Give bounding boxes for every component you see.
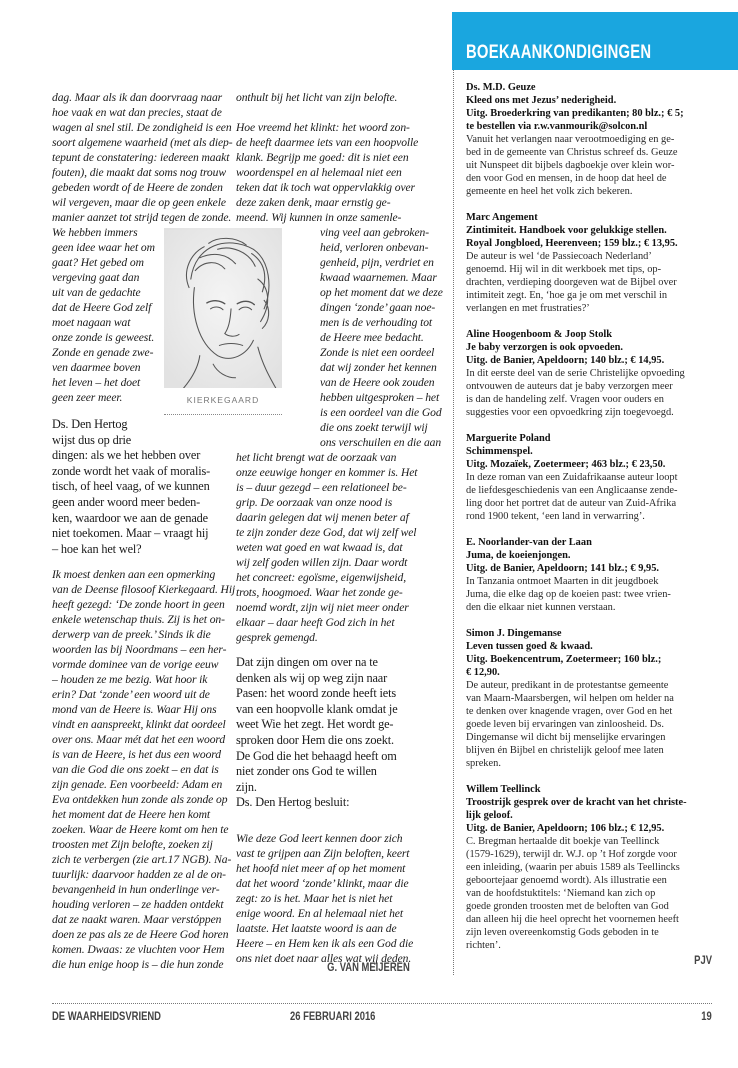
- text-line: woordenspel en al helemaal niet een: [236, 166, 402, 179]
- book-entry: [466, 783, 716, 952]
- text-line: dingen ‘zonde’ gaan noe-: [320, 301, 436, 314]
- text-line: laatste. Het laatste woord is aan de: [236, 922, 397, 935]
- book-description: zijn leven overeenkomstig Gods geboden in te: [466, 927, 659, 938]
- text-line: dag. Maar als ik dan doorvraag naar: [52, 91, 223, 104]
- book-description: De auteur, predikant in de protestantse gemeente: [466, 680, 669, 691]
- text-line: deze zaken denk, maar ernstig ge-: [236, 196, 391, 209]
- text-line: het leven – het doet: [52, 376, 141, 389]
- text-line: geen zeer meer.: [52, 391, 123, 404]
- book-description: goede gronden troosten met de beloften van God: [466, 901, 669, 912]
- book-description: suggesties voor een opvoedkring zijn toegevoegd.: [466, 407, 674, 418]
- text-line: ons verschuilen en die aan: [320, 436, 442, 449]
- book-list: [466, 81, 716, 965]
- text-line: komen. Dwaas: ze vluchten voor Hem: [52, 943, 225, 956]
- text-line: het concreet: egoïsme, eigenwijsheid,: [236, 571, 407, 584]
- book-description: van Maarn-Maarsbergen, wil helpen om helder na: [466, 693, 674, 704]
- book-details: Uitg. Broederkring van predikanten; 80 blz.; € 5;: [466, 108, 684, 119]
- text-line: vast te grijpen aan Zijn beloften, keert: [236, 847, 410, 860]
- book-description: genoemd. Hij wil in dit werkboek met tips, op-: [466, 264, 662, 275]
- text-line: mond van de Heere is. Waar Hij ons: [52, 703, 217, 716]
- text-line: Heere – en Hem ken ik als een God die: [236, 937, 414, 950]
- text-line: zoeken. Waar de Heere komt om hen te: [52, 823, 229, 836]
- text-line: onthult bij het licht van zijn belofte.: [236, 91, 398, 104]
- book-description: een inleiding, (waarin per abuis 1589 als Teellincks: [466, 862, 680, 873]
- book-details: Leven tussen goed & kwaad.: [466, 641, 593, 652]
- text-line: Eva ontdekken hun zonde als zonde op: [52, 793, 228, 806]
- text-line: dat ze naakt waren. Maar verstóppen: [52, 913, 222, 926]
- book-author: Marc Angement: [466, 212, 538, 223]
- book-description: De auteur is wel ‘de Passiecoach Nederland’: [466, 251, 652, 262]
- text-line: trots, hoogmoed. Waar het zonde ge-: [236, 586, 403, 599]
- text-line: hebben uitgesproken – het: [320, 391, 440, 404]
- text-line: denken als wij op weg zijn naar: [236, 670, 388, 685]
- text-line: die ons zoekt terwijl wij: [320, 421, 428, 434]
- text-line: die hun enige hoop is – die hun zonde: [52, 958, 224, 971]
- text-line: Zonde is niet een oordeel: [320, 346, 435, 359]
- text-line: doen ze pas als ze de Heere God horen: [52, 928, 229, 941]
- text-line: erin? Dat ‘zonde’ een woord uit de: [52, 688, 210, 701]
- text-line: wij zelf goden willen zijn. Daar wordt: [236, 556, 408, 569]
- book-description: Juma, die elke dag op de koeien past: twee vrien-: [466, 589, 671, 600]
- book-details: Zintimiteit. Handboek voor gelukkige stellen.: [466, 225, 667, 236]
- text-line: Ds. Den Hertog: [52, 417, 128, 431]
- book-description: de liefdesgeschiedenis van een Anglicaanse zende-: [466, 485, 678, 496]
- text-line: men is de verhouding tot: [320, 316, 433, 329]
- sidebar-title: BOEKAANKONDIGINGEN: [466, 42, 652, 63]
- text-line: Dat zijn dingen om over na te: [236, 655, 378, 669]
- book-description: goede leven bij ervaringen van zinloosheid. Ds.: [466, 719, 664, 730]
- text-line: moet nagaan wat: [52, 316, 131, 329]
- text-line: weten wat goed en wat kwaad is, dat: [236, 541, 403, 554]
- book-description: geboortejaar genoemd wordt). Als illustratie een: [466, 875, 667, 886]
- text-line: woorden las bij Noordmans – een her-: [52, 643, 227, 656]
- book-description: gemeente en heel het volk zich bekeren.: [466, 186, 633, 197]
- text-line: te zijn zonder deze God, dat wij zelf wel: [236, 526, 417, 539]
- book-description: uit Nunspeet dit bijbels dagboekje over klein wor-: [466, 160, 675, 171]
- book-description: te denken over knagende vragen, over God en het: [466, 706, 673, 717]
- text-line: zijn genade. Een voorbeeld: Adam en: [52, 778, 223, 791]
- book-description: dan alleen hij die heel oprecht het voornemen heeft: [466, 914, 679, 925]
- text-line: gesprek gemengd.: [236, 631, 318, 644]
- text-line: klank. Begrijp me goed: dit is niet een: [236, 151, 409, 164]
- text-line: gebeden wordt of de Heere de zonden: [52, 181, 223, 194]
- text-line: is een oordeel van die God: [320, 406, 442, 419]
- text-line: vindt en aanspreekt, klinkt dat oordeel: [52, 718, 226, 731]
- text-line: heid, verloren onbevan-: [320, 241, 429, 254]
- article-paragraph: [236, 120, 418, 225]
- book-entry: [466, 536, 716, 614]
- book-author: Aline Hoogenboom & Joop Stolk: [466, 329, 613, 340]
- book-description: ontvouwen de auteurs dat je baby verzorgen meer: [466, 381, 673, 392]
- sidebar-header: [452, 12, 738, 70]
- text-line: wijst dus op drie: [52, 432, 132, 447]
- text-line: sproken door Hem die ons zoekt.: [236, 732, 394, 747]
- text-line: bevangenheid in hun onderlinge ver-: [52, 883, 220, 896]
- text-line: gaat? Het gebed om: [52, 256, 144, 269]
- article-paragraph: [236, 90, 397, 105]
- text-line: fouten), die maakt dat soms nog trouw: [52, 166, 226, 179]
- book-details: € 12,90.: [466, 667, 500, 678]
- text-line: tisch, of heel vaag, of we kunnen: [52, 479, 210, 494]
- text-line: uit van de gedachte: [52, 286, 141, 299]
- text-line: vergeving gaat dan: [52, 271, 140, 284]
- book-description: In Tanzania ontmoet Maarten in dit jeugdboek: [466, 576, 659, 587]
- article-paragraph: [236, 655, 398, 811]
- text-line: genheid, pijn, verdriet en: [320, 256, 434, 269]
- book-description: ling door het portret dat de auteur van Zuid-Afrika: [466, 498, 677, 509]
- text-line: van een hoopvolle klank omdat je: [236, 701, 398, 716]
- text-line: is – duur gezegd – een relationeel be-: [236, 481, 407, 494]
- book-description: Vanuit het verlangen naar verootmoediging en ge-: [466, 134, 675, 145]
- text-line: het hoofd niet meer af op het moment: [236, 862, 406, 875]
- book-details: Uitg. de Banier, Apeldoorn; 140 blz.; € 14,95.: [466, 355, 665, 366]
- text-line: De God die het behaagd heeft om: [236, 748, 397, 763]
- book-description: rond 1900 tekent, ‘een land in verwarring’.: [466, 511, 645, 522]
- book-details: Troostrijk gesprek over de kracht van het christe-: [466, 797, 687, 808]
- book-author: E. Noorlander-van der Laan: [466, 537, 592, 548]
- page-number: 19: [701, 1011, 712, 1023]
- book-details: Uitg. Mozaïek, Zoetermeer; 463 blz.; € 23,50.: [466, 459, 666, 470]
- book-entry: [466, 81, 716, 198]
- book-details: Juma, de koeienjongen.: [466, 550, 571, 561]
- text-line: heeft gezegd: ‘De zonde hoort in geen: [52, 598, 225, 611]
- text-line: houding verloren – ze hadden ontdekt: [52, 898, 224, 911]
- book-author: Willem Teellinck: [466, 784, 541, 795]
- book-description: Dingemanse wil dicht bij menselijke ervaringen: [466, 732, 666, 743]
- book-description: is dan de handeling zelf. Vragen voor ouders en: [466, 394, 664, 405]
- text-line: kwaad waarnemen. Maar: [320, 271, 437, 284]
- book-description: den voor God en mensen, in de hoop dat heel de: [466, 173, 667, 184]
- text-line: Pasen: het woord zonde heeft iets: [236, 686, 396, 701]
- text-line: enkele wetenschap thuis. Zij is het on-: [52, 613, 225, 626]
- book-description: C. Bregman hertaalde dit boekje van Teellinck: [466, 836, 660, 847]
- book-description: In dit eerste deel van de serie Christelijke opvoeding: [466, 368, 685, 379]
- text-line: wil vergeven, maar die op geen enkele: [52, 196, 226, 209]
- text-line: ving veel aan gebroken-: [320, 226, 429, 239]
- text-line: vormde dominee van de vorige eeuw: [52, 658, 219, 671]
- text-line: Ds. Den Hertog besluit:: [236, 795, 350, 810]
- caption-divider: [164, 414, 282, 415]
- sidebar-signature: PJV: [694, 955, 712, 967]
- book-description: van de hoofdstuktitels: ‘Niemand kan zich op: [466, 888, 656, 899]
- text-line: niet zonder ons God te willen: [236, 764, 377, 779]
- footer-publication: DE WAARHEIDSVRIEND: [52, 1011, 161, 1023]
- text-line: over ons. Maar mét dat het een woord: [52, 733, 226, 746]
- sidebar-divider: [453, 70, 454, 975]
- article-paragraph-wrapped: [320, 225, 443, 450]
- text-line: Zonde en genade zwe-: [52, 346, 154, 359]
- text-line: troosten met Zijn belofte, zoeken zij: [52, 838, 213, 851]
- book-description: intimiteit zegt. En, ‘hoe ga je om met verschil in: [466, 290, 668, 301]
- text-line: de heeft daarmee iets van een hoopvolle: [236, 136, 419, 149]
- text-line: daarin gelegen dat wij menen beter af: [236, 511, 409, 524]
- text-line: op het moment dat we deze: [320, 286, 443, 299]
- text-line: geen idee waar het om: [52, 241, 155, 254]
- book-details: Schimmenspel.: [466, 446, 533, 457]
- text-line: geen ander woord meer beden-: [52, 494, 201, 509]
- text-line: manier aanzet tot strijd tegen de zonde.: [52, 211, 232, 224]
- text-line: derwerp van de preek.’ Sinds ik die: [52, 628, 211, 641]
- book-author: Marguerite Poland: [466, 433, 551, 444]
- book-entry: [466, 432, 716, 523]
- text-line: niet toekomen. Maar – vraagt hij: [52, 526, 209, 541]
- book-description: In deze roman van een Zuidafrikaanse auteur loopt: [466, 472, 678, 483]
- book-description: (1579-1629), terwijl dr. W.J. op ’t Hof zorgde voor: [466, 849, 677, 860]
- text-line: teken dat ik toch wat oppervlakkig over: [236, 181, 415, 194]
- book-details: te bestellen via r.w.vanmourik@solcon.nl: [466, 121, 648, 132]
- book-details: Kleed ons met Jezus’ nederigheid.: [466, 95, 617, 106]
- text-line: dat de Heere God zelf: [52, 301, 152, 314]
- book-description: den die elkaar niet kunnen verstaan.: [466, 602, 616, 613]
- text-line: tepunt de constatering: iedereen maakt: [52, 151, 230, 164]
- book-entry: [466, 211, 716, 315]
- image-caption: KIERKEGAARD: [186, 395, 260, 405]
- book-entry: [466, 627, 716, 770]
- article-quote: [236, 831, 413, 966]
- book-description: verlangen en met frustraties?’: [466, 303, 590, 314]
- footer-divider: [52, 1003, 712, 1004]
- book-details: Uitg. de Banier, Apeldoorn; 106 blz.; € 12,95.: [466, 823, 665, 834]
- article-author: G. VAN MEIJEREN: [327, 962, 410, 974]
- text-line: wagen al snel stil. De zondigheid is een: [52, 121, 232, 134]
- book-description: richten’.: [466, 940, 501, 951]
- text-line: dingen: als we het hebben over: [52, 448, 201, 463]
- book-entry: [466, 328, 716, 419]
- text-line: zich te verbergen (zie art.17 NGB). Na-: [52, 853, 232, 866]
- text-line: – hoe kan het wel?: [52, 541, 142, 556]
- text-line: tuurlijk: daarvoor hadden ze al de on-: [52, 868, 226, 881]
- text-line: grip. De oorzaak van onze nood is: [236, 496, 393, 509]
- text-line: hoe vaak en wat dan precies, staat de: [52, 106, 222, 119]
- text-line: onze zonde is geweest.: [52, 331, 155, 344]
- text-line: zonde wordt het vaak of moralis-: [52, 463, 211, 478]
- text-line: van die God die ons zoekt – en dat is: [52, 763, 219, 776]
- text-line: meend. Wij kunnen in onze samenle-: [236, 211, 402, 224]
- text-line: Ik moest denken aan een opmerking: [52, 568, 216, 581]
- text-line: is van de Heere, is het dus een woord: [52, 748, 221, 761]
- text-line: weet Wie het zegt. Het wordt ge-: [236, 717, 394, 732]
- article-paragraph: [236, 450, 417, 645]
- text-line: ons niet doet naar alles wat wij deden.: [236, 952, 412, 965]
- book-details: Royal Jongbloed, Heerenveen; 159 blz.; € 13,95.: [466, 238, 678, 249]
- book-description: blijven én Bijbel en christelijk geloof mee laten: [466, 745, 664, 756]
- text-line: van de Deense filosoof Kierkegaard. Hij: [52, 583, 236, 596]
- text-line: van de Heere ook zouden: [320, 376, 435, 389]
- book-description: bed in de gemeente van Christus schreef ds. Geuze: [466, 147, 678, 158]
- footer-date: 26 FEBRUARI 2016: [290, 1011, 376, 1023]
- text-line: dat het woord ‘zonde’ klinkt, maar die: [236, 877, 409, 890]
- text-line: onze eeuwige honger en kommer is. Het: [236, 466, 418, 479]
- article-paragraph: [52, 417, 210, 557]
- text-line: We hebben immers: [52, 226, 138, 239]
- book-details: Je baby verzorgen is ook opvoeden.: [466, 342, 624, 353]
- text-line: enige woord. En al helemaal niet het: [236, 907, 403, 920]
- text-line: Hoe vreemd het klinkt: het woord zon-: [236, 121, 410, 134]
- book-details: Uitg. Boekencentrum, Zoetermeer; 160 blz.;: [466, 654, 662, 665]
- book-author: Simon J. Dingemanse: [466, 628, 562, 639]
- article-paragraph: [52, 567, 235, 972]
- text-line: het moment dat de Heere hen komt: [52, 808, 210, 821]
- text-line: soort algemene waarheid (met als diep-: [52, 136, 233, 149]
- text-line: de Heere mee bedacht.: [320, 331, 424, 344]
- text-line: – houden ze me bezig. Wat hoor ik: [52, 673, 208, 686]
- book-description: spreken.: [466, 758, 501, 769]
- text-line: Wie deze God leert kennen door zich: [236, 832, 403, 845]
- text-line: dat wij zonder het kennen: [320, 361, 437, 374]
- text-line: ken, waardoor we aan de genade: [52, 510, 208, 525]
- book-author: Ds. M.D. Geuze: [466, 82, 536, 93]
- book-details: lijk geloof.: [466, 810, 513, 821]
- book-details: Uitg. de Banier, Apeldoorn; 141 blz.; € 9,95.: [466, 563, 660, 574]
- text-line: zijn.: [236, 779, 257, 794]
- text-line: zegt: zo is het. Maar het is niet het: [236, 892, 393, 905]
- text-line: het licht brengt wat de oorzaak van: [236, 451, 397, 464]
- text-line: elkaar – daar heeft God zich in het: [236, 616, 395, 629]
- text-line: noemd wordt, zijn wij niet meer onder: [236, 601, 409, 614]
- book-description: drachten, verdieping doorgeven wat de Bijbel over: [466, 277, 677, 288]
- kierkegaard-portrait: [164, 228, 282, 388]
- text-line: ven daarmee boven: [52, 361, 141, 374]
